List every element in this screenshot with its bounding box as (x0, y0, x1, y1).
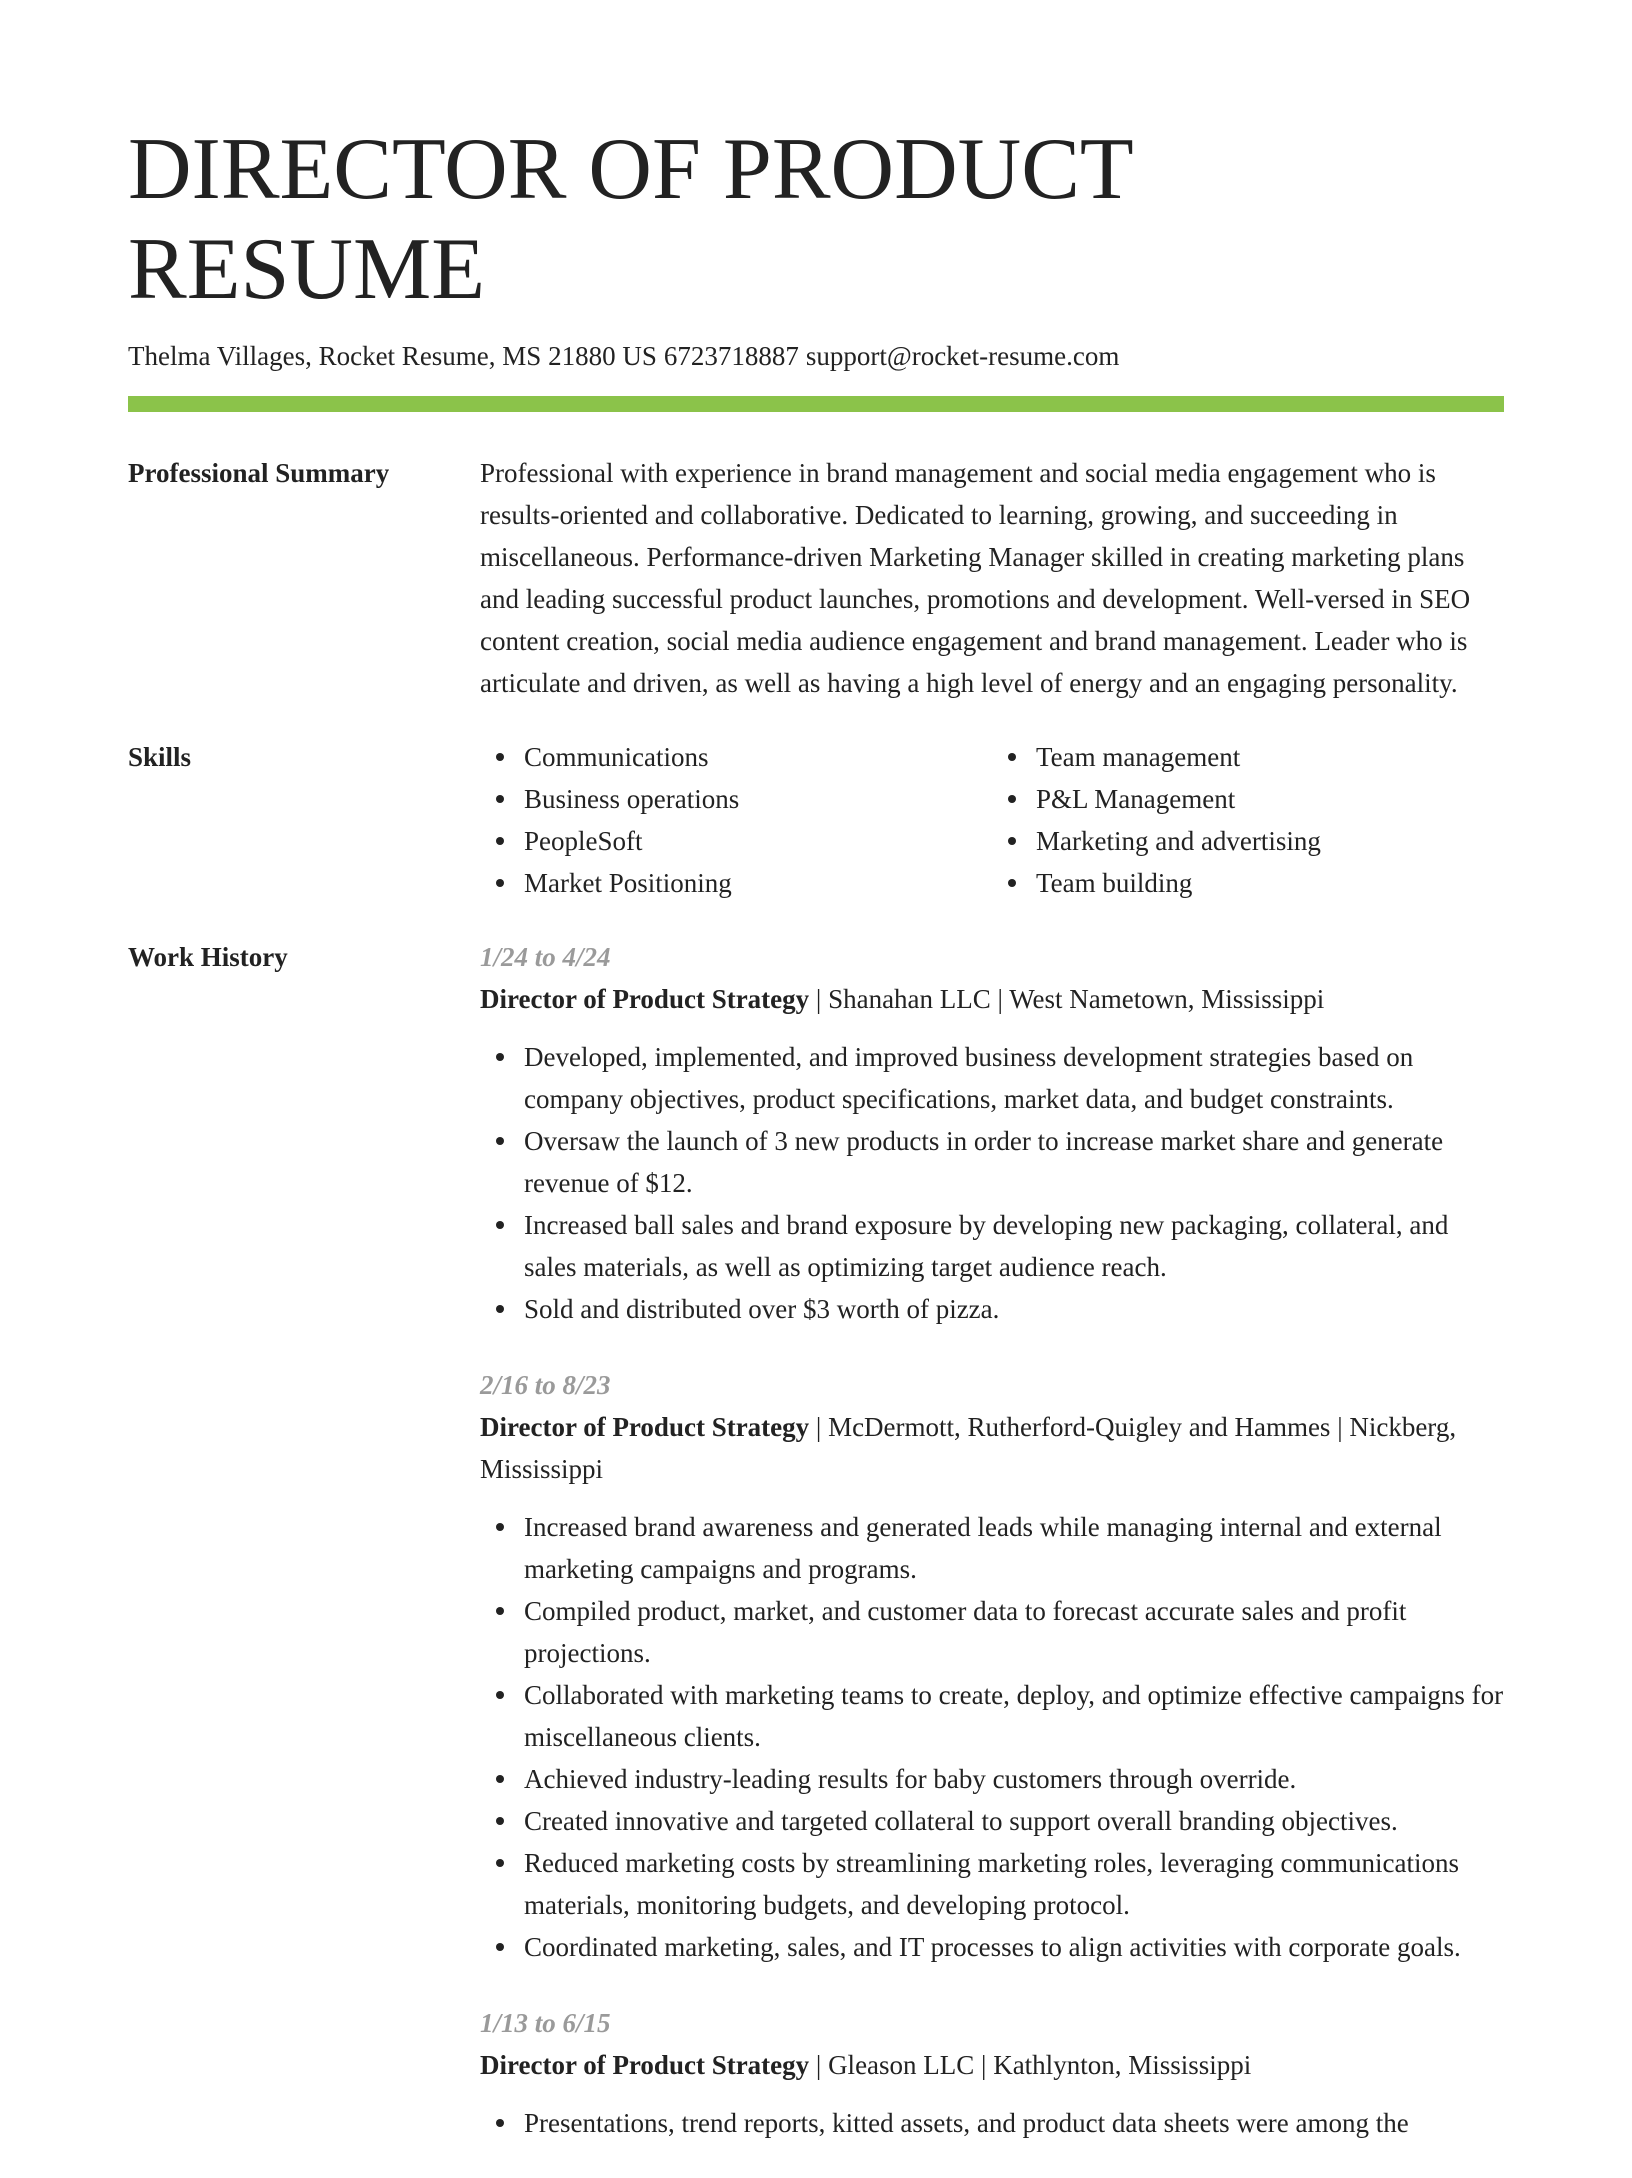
job-dates: 1/24 to 4/24 (480, 942, 611, 972)
job-bullet-text: Reduced marketing costs by streamlining marketing roles, leveraging communications materials, monitoring budgets, and developing protocol. (524, 1848, 1460, 1920)
job-bullet (524, 1120, 1504, 1204)
job-bullet-text: Increased ball sales and brand exposure by developing new packaging, collateral, and sales materials, as well as optimizing target audience reach. (524, 1210, 1449, 1282)
job-bullet (524, 1926, 1504, 1968)
skill-item-text: Business operations (524, 784, 740, 814)
bullet-dot-icon (496, 1775, 504, 1783)
job-bullet (524, 1036, 1504, 1120)
job-company: Gleason LLC (828, 2050, 975, 2080)
bullet-dot-icon (496, 1053, 504, 1061)
separator: | (974, 2050, 994, 2080)
skills-label: Skills (128, 742, 192, 772)
work-history-section (128, 936, 1504, 2178)
job-bullet-text: Increased brand awareness and generated leads while managing internal and external marketing campaigns and programs. (524, 1512, 1442, 1584)
separator: | (809, 2050, 829, 2080)
contact-address: Thelma Villages, Rocket Resume, MS 21880 US (128, 341, 657, 371)
job-bullet-text: Sold and distributed over $3 worth of pizza. (524, 1294, 1000, 1324)
resume-title: DIRECTOR OF PRODUCT RESUME (128, 121, 1133, 318)
job-bullet-text: Collaborated with marketing teams to create, deploy, and optimize effective campaigns for miscellaneous clients. (524, 1680, 1504, 1752)
job-bullet-text: Oversaw the launch of 3 new products in order to increase market share and generate revenue of $12. (524, 1126, 1444, 1198)
job-entry (480, 1364, 1504, 1968)
bullet-dot-icon (496, 837, 504, 845)
skills-columns (480, 736, 1504, 904)
job-bullet-text: Achieved industry-leading results for baby customers through override. (524, 1764, 1297, 1794)
job-bullets (480, 1036, 1504, 1330)
job-entry (480, 936, 1504, 1330)
bullet-dot-icon (496, 1607, 504, 1615)
accent-divider (128, 396, 1504, 412)
job-location: West Nametown, Mississippi (1009, 984, 1325, 1014)
job-bullet-text: Presentations, trend reports, kitted assets, and product data sheets were among the (524, 2108, 1409, 2138)
skill-item-text: P&L Management (1036, 784, 1236, 814)
job-bullets (480, 1506, 1504, 1968)
skill-item-text: Marketing and advertising (1036, 826, 1321, 856)
job-dates: 1/13 to 6/15 (480, 2008, 611, 2038)
job-location: Nickberg, Mississippi (480, 1412, 1457, 1484)
job-bullet (524, 1506, 1504, 1590)
contact-email: support@rocket-resume.com (805, 341, 1120, 371)
job-list (480, 936, 1504, 2178)
job-bullet-text: Created innovative and targeted collateral to support overall branding objectives. (524, 1806, 1398, 1836)
resume-page (128, 120, 1504, 2178)
contact-phone: 6723718887 (663, 341, 799, 371)
work-history-label: Work History (128, 942, 288, 972)
skill-item-text: Market Positioning (524, 868, 732, 898)
bullet-dot-icon (1008, 795, 1016, 803)
job-title: Director of Product Strategy (480, 2050, 810, 2080)
job-company: Shanahan LLC (828, 984, 991, 1014)
bullet-dot-icon (1008, 753, 1016, 761)
skill-item (1036, 778, 1504, 820)
job-bullet (524, 1288, 1504, 1330)
bullet-dot-icon (496, 2119, 504, 2127)
job-bullet (524, 1800, 1504, 1842)
skill-item (524, 736, 992, 778)
job-heading (480, 2044, 1504, 2086)
job-heading (480, 1406, 1504, 1490)
job-bullet (524, 1674, 1504, 1758)
separator: | (990, 984, 1010, 1014)
bullet-dot-icon (496, 795, 504, 803)
bullet-dot-icon (496, 1691, 504, 1699)
bullet-dot-icon (496, 1221, 504, 1229)
job-bullet-text: Compiled product, market, and customer data to forecast accurate sales and profit projections. (524, 1596, 1407, 1668)
skill-item (1036, 736, 1504, 778)
skill-item-text: Communications (524, 742, 709, 772)
skill-item (1036, 862, 1504, 904)
bullet-dot-icon (1008, 879, 1016, 887)
separator: | (809, 1412, 829, 1442)
job-bullet (524, 2102, 1504, 2144)
summary-text: Professional with experience in brand management and social media engagement who is results-oriented and collaborative. Dedicated to learning, growing, and succeeding in miscellaneous. Performance-driven Marketing Manager skilled in creating marketing plans and leading successful product launches, promotions and development. Well-versed in SEO content creation, social media audience engagement and brand management. Leader who is articulate and driven, as well as having a high level of energy and an engaging personality. (480, 458, 1471, 698)
bullet-dot-icon (496, 1523, 504, 1531)
bullet-dot-icon (496, 879, 504, 887)
separator: | (809, 984, 829, 1014)
skill-item-text: PeopleSoft (524, 826, 643, 856)
skill-item-text: Team management (1036, 742, 1241, 772)
bullet-dot-icon (496, 1943, 504, 1951)
bullet-dot-icon (1008, 837, 1016, 845)
job-bullet-text: Coordinated marketing, sales, and IT processes to align activities with corporate goals. (524, 1932, 1461, 1962)
job-location: Kathlynton, Mississippi (993, 2050, 1252, 2080)
bullet-dot-icon (496, 1137, 504, 1145)
job-title: Director of Product Strategy (480, 1412, 810, 1442)
skill-item (524, 862, 992, 904)
separator: | (1330, 1412, 1350, 1442)
bullet-dot-icon (496, 1817, 504, 1825)
job-bullets (480, 2102, 1504, 2144)
summary-section (128, 452, 1504, 704)
job-bullet-text: Developed, implemented, and improved business development strategies based on company objectives, product specifications, market data, and budget constraints. (524, 1042, 1414, 1114)
skill-item (524, 778, 992, 820)
skill-item (524, 820, 992, 862)
skills-section (128, 736, 1504, 904)
job-heading (480, 978, 1504, 1020)
bullet-dot-icon (496, 1859, 504, 1867)
job-bullet (524, 1842, 1504, 1926)
skill-item (1036, 820, 1504, 862)
job-dates: 2/16 to 8/23 (480, 1370, 611, 1400)
bullet-dot-icon (496, 1305, 504, 1313)
summary-label: Professional Summary (128, 458, 390, 488)
contact-line (128, 338, 1504, 374)
job-company: McDermott, Rutherford-Quigley and Hammes (828, 1412, 1331, 1442)
skills-column-right (992, 736, 1504, 904)
skill-item-text: Team building (1036, 868, 1193, 898)
skills-column-left (480, 736, 992, 904)
job-entry (480, 2002, 1504, 2144)
job-title: Director of Product Strategy (480, 984, 810, 1014)
bullet-dot-icon (496, 753, 504, 761)
job-bullet (524, 1590, 1504, 1674)
job-bullet (524, 1204, 1504, 1288)
job-bullet (524, 1758, 1504, 1800)
